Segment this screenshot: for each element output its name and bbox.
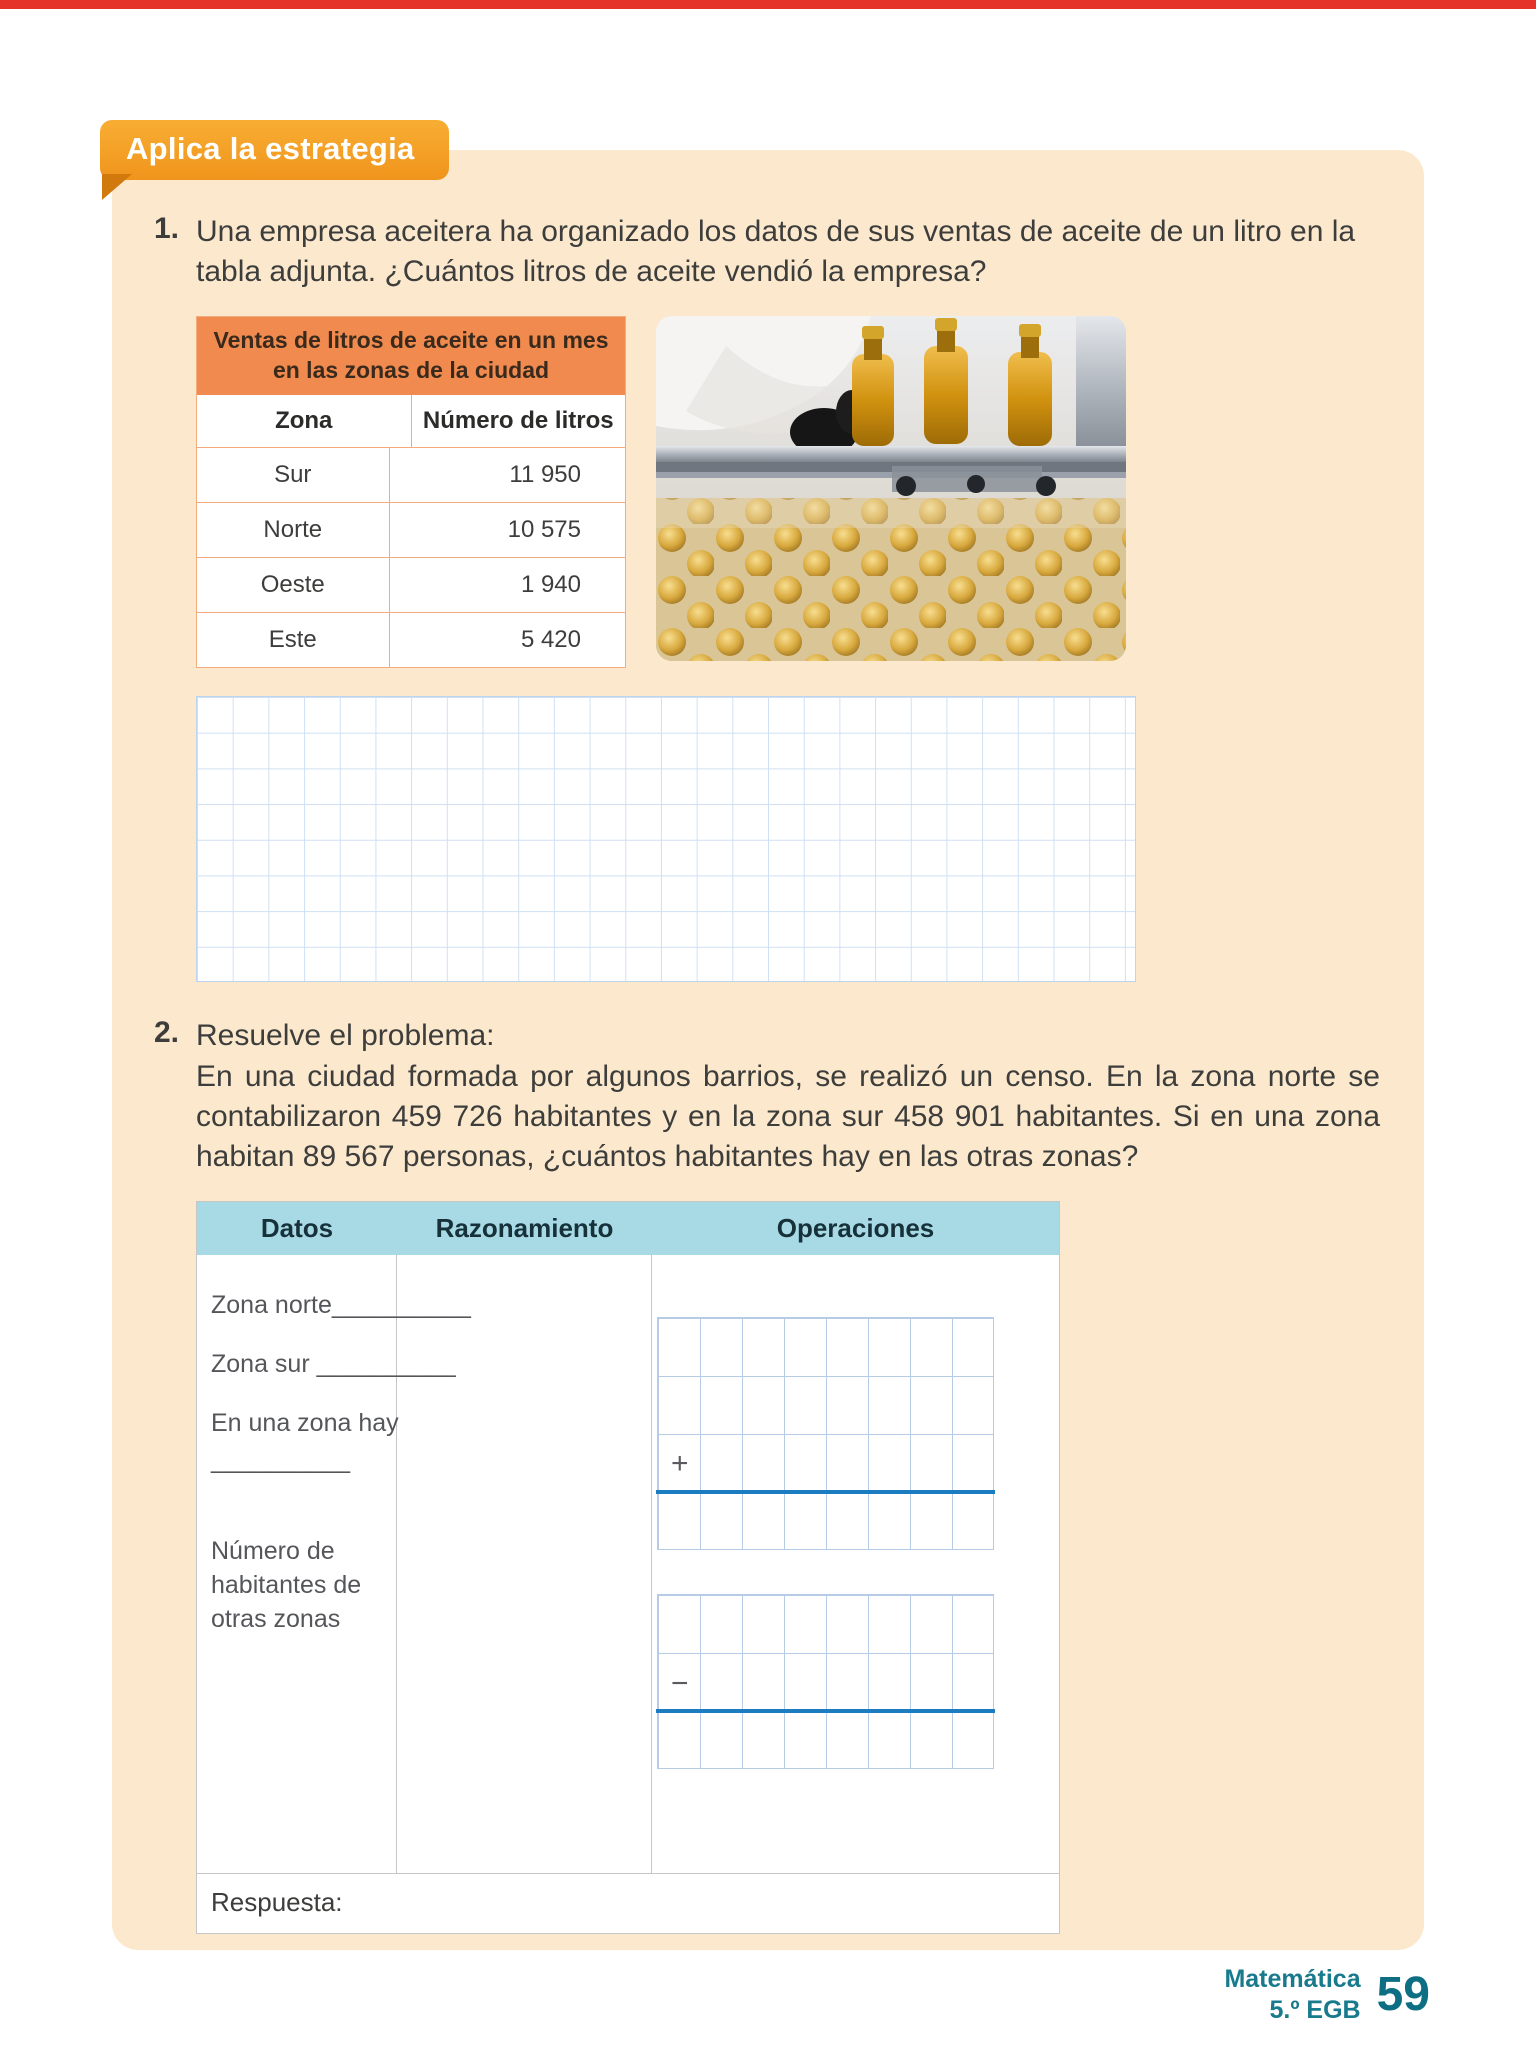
strategy-badge-label: Aplica la estrategia — [126, 131, 415, 166]
factory-photo-image — [656, 316, 1126, 661]
datos-line: Número de habitantes de otras zonas — [211, 1537, 362, 1633]
solution-table-header-row — [197, 1202, 1059, 1255]
exercise-2-text: En una ciudad formada por algunos barrios, se realizó un censo. En la zona norte se contabilizaron 459 726 habitantes y en la zona sur 458 901 habitantes. Si en una zona habitan 89 567 personas, ¿cuántos habitantes hay en las otras zonas? — [196, 1060, 1380, 1174]
subtraction-result-line — [656, 1709, 995, 1713]
footer-grade: 5.º EGB — [1269, 1995, 1361, 2024]
addition-grid[interactable] — [657, 1317, 994, 1550]
datos-column — [197, 1255, 471, 1873]
graph-paper-workspace[interactable] — [196, 696, 1136, 982]
respuesta-label: Respuesta: — [211, 1887, 343, 1918]
table-row — [197, 448, 625, 503]
exercise-2-intro: Resuelve el problema: — [196, 1018, 495, 1052]
strategy-badge — [100, 120, 449, 180]
zona-cell: Sur — [197, 448, 390, 502]
datos-blank-line[interactable]: __________ — [211, 1446, 351, 1475]
oil-header-zona: Zona — [197, 395, 412, 447]
exercise-2-number: 2. — [154, 1015, 180, 1049]
footer-subject: Matemática — [1224, 1964, 1361, 1993]
header-operaciones: Operaciones — [776, 1213, 935, 1244]
exercise-1 — [150, 212, 1380, 292]
litros-cell: 1 940 — [520, 570, 581, 598]
exercise-1-text: Una empresa aceitera ha organizado los datos de sus ventas de aceite de un litro en la tabla adjunta. ¿Cuántos litros de aceite vendió la empresa? — [196, 215, 1356, 288]
datos-line: Zona sur __________ — [211, 1350, 456, 1379]
subtraction-grid[interactable] — [657, 1594, 994, 1769]
plus-sign: + — [671, 1447, 689, 1481]
datos-line: Zona norte__________ — [211, 1291, 471, 1320]
razonamiento-column[interactable] — [397, 1255, 652, 1873]
litros-cell: 10 575 — [507, 515, 581, 543]
page-top-border — [0, 0, 1536, 9]
oil-table-title: Ventas de litros de aceite en un mes en las zonas de la ciudad — [197, 317, 625, 395]
exercise-1-number: 1. — [154, 212, 180, 245]
solution-table — [196, 1201, 1060, 1934]
page-number: 59 — [1376, 1968, 1430, 2022]
table-row — [197, 558, 625, 613]
table-row — [197, 503, 625, 558]
oil-header-litros: Número de litros — [422, 406, 614, 434]
minus-sign: − — [671, 1667, 689, 1701]
zona-cell: Este — [197, 613, 390, 667]
exercise-1-media-row — [196, 316, 1380, 668]
datos-line: En una zona hay — [211, 1409, 399, 1438]
factory-photo — [656, 316, 1126, 661]
table-row — [197, 613, 625, 667]
addition-result-line — [656, 1490, 995, 1494]
oil-sales-table — [196, 316, 626, 668]
litros-cell: 11 950 — [509, 460, 581, 488]
header-datos: Datos — [260, 1213, 334, 1244]
zona-cell: Oeste — [197, 558, 390, 612]
oil-table-header-row — [197, 395, 625, 448]
exercise-2 — [150, 1016, 1380, 1178]
solution-table-body — [197, 1255, 1059, 1873]
zona-cell: Norte — [197, 503, 390, 557]
content-panel — [112, 150, 1424, 1950]
header-razonamiento: Razonamiento — [435, 1213, 614, 1244]
page-footer — [1224, 1964, 1430, 2027]
respuesta-row[interactable] — [197, 1873, 1059, 1933]
litros-cell: 5 420 — [520, 625, 581, 653]
operaciones-column — [652, 1255, 1059, 1873]
